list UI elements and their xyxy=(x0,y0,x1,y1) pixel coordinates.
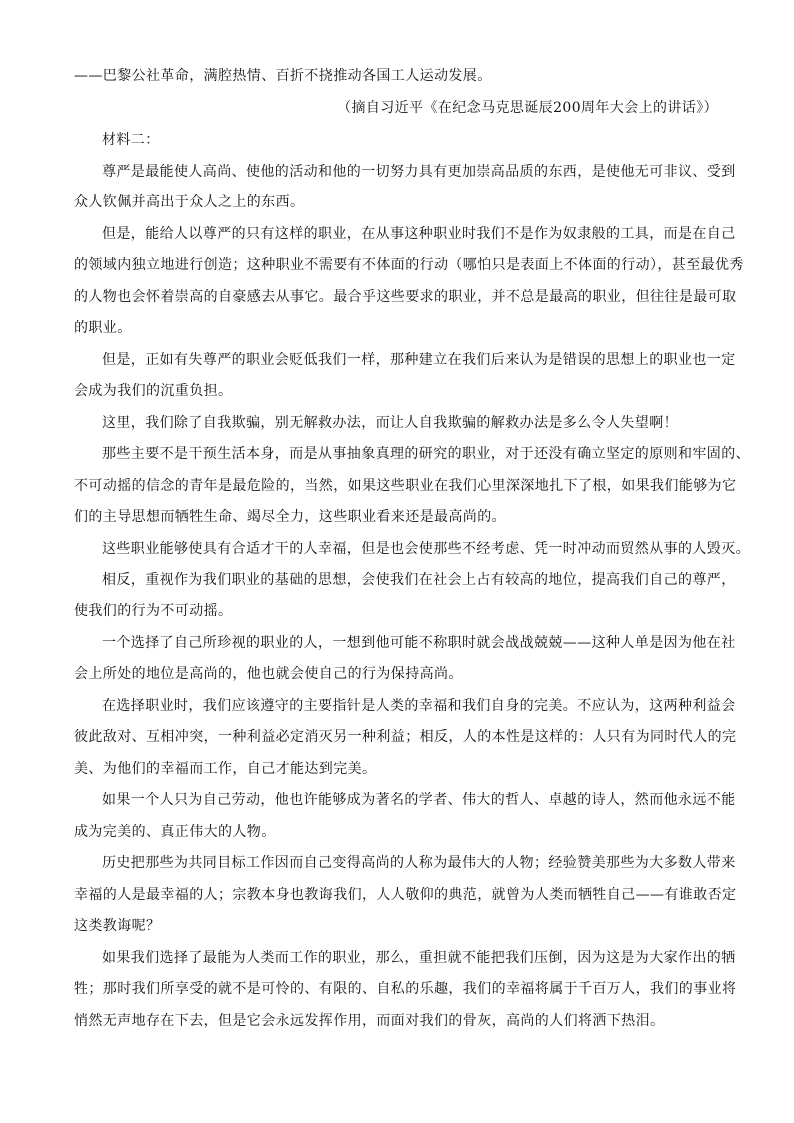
paragraph-line: 如果一个人只为自己劳动，他也许能够成为著名的学者、伟大的哲人、卓越的诗人，然而他永远不能 xyxy=(102,792,736,808)
paragraph-line: 悄然无声地存在下去，但是它会永远发挥作用，而面对我们的骨灰，高尚的人们将洒下热泪。 xyxy=(74,1013,665,1029)
source-citation: （摘自习近平《在纪念马克思诞辰200周年大会上的讲话》） xyxy=(337,100,718,116)
paragraph-line: 相反，重视作为我们职业的基础的思想，会使我们在社会上占有较高的地位，提高我们自己的尊严， xyxy=(102,572,736,588)
paragraph-line: 牲；那时我们所享受的就不是可怜的、有限的、自私的乐趣，我们的幸福将属于千百万人，我们的事业将 xyxy=(74,981,737,997)
paragraph-line: 会成为我们的沉重负担。 xyxy=(74,383,233,399)
text-line: ——巴黎公社革命，满腔热情、百折不挠推动各国工人运动发展。 xyxy=(74,68,492,84)
paragraph-line: 这里，我们除了自我欺骗，别无解救办法，而让人自我欺骗的解救办法是多么令人失望啊！ xyxy=(102,415,678,431)
paragraph-line: 幸福的人是最幸福的人；宗教本身也教诲我们，人人敬仰的典范，就曾为人类而牺牲自己——有谁敢否定 xyxy=(74,887,737,903)
paragraph-line: 众人钦佩并高出于众人之上的东西。 xyxy=(74,194,305,210)
paragraph-line: 这类教诲呢？ xyxy=(74,918,161,934)
paragraph-line: 如果我们选择了最能为人类而工作的职业，那么，重担就不能把我们压倒，因为这是为大家作出的牺 xyxy=(102,950,736,966)
paragraph-line: 那些主要不是干预生活本身，而是从事抽象真理的研究的职业，对于还没有确立坚定的原则和牢固的、 xyxy=(102,446,750,462)
paragraph-line: 使我们的行为不可动摇。 xyxy=(74,603,233,619)
paragraph-line: 尊严是最能使人高尚、使他的活动和他的一切努力具有更加崇高品质的东西，是使他无可非议、受到 xyxy=(102,164,736,180)
paragraph-line: 不可动摇的信念的青年是最危险的，当然，如果这些职业在我们心里深深地扎下了根，如果我们能够为它 xyxy=(74,478,737,494)
paragraph-line: 但是，能给人以尊严的只有这样的职业，在从事这种职业时我们不是作为奴隶般的工具，而是在自己 xyxy=(102,226,736,242)
paragraph-line: 成为完美的、真正伟大的人物。 xyxy=(74,824,276,840)
paragraph-line: 一个选择了自己所珍视的职业的人，一想到他可能不称职时就会战战兢兢——这种人单是因为他在社 xyxy=(102,635,736,651)
paragraph-line: 美、为他们的幸福而工作，自己才能达到完美。 xyxy=(74,761,377,777)
paragraph-line: 会上所处的地位是高尚的，他也就会使自己的行为保持高尚。 xyxy=(74,666,463,682)
paragraph-line: 彼此敌对、互相冲突，一种利益必定消灭另一种利益；相反，人的本性是这样的：人只有为同时代人的完 xyxy=(74,729,737,745)
paragraph-line: 们的主导思想而牺牲生命、竭尽全力，这些职业看来还是最高尚的。 xyxy=(74,509,506,525)
paragraph-line: 的人物也会怀着崇高的自豪感去从事它。最合乎这些要求的职业，并不总是最高的职业，但往往是最可取 xyxy=(74,289,737,305)
paragraph-line: 的领域内独立地进行创造；这种职业不需要有不体面的行动（哪怕只是表面上不体面的行动），甚至最优秀 xyxy=(74,257,744,273)
paragraph-line: 历史把那些为共同目标工作因而自己变得高尚的人称为最伟大的人物；经验赞美那些为大多数人带来 xyxy=(102,855,736,871)
paragraph-line: 在选择职业时，我们应该遵守的主要指针是人类的幸福和我们自身的完美。不应认为，这两种利益会 xyxy=(102,698,736,714)
paragraph-line: 的职业。 xyxy=(74,320,132,336)
paragraph-line: 这些职业能够使具有合适才干的人幸福，但是也会使那些不经考虑、凭一时冲动而贸然从事的人毁灭。 xyxy=(102,541,750,557)
paragraph-line: 但是，正如有失尊严的职业会贬低我们一样，那种建立在我们后来认为是错误的思想上的职业也一定 xyxy=(102,352,736,368)
section-heading: 材料二： xyxy=(102,132,160,148)
